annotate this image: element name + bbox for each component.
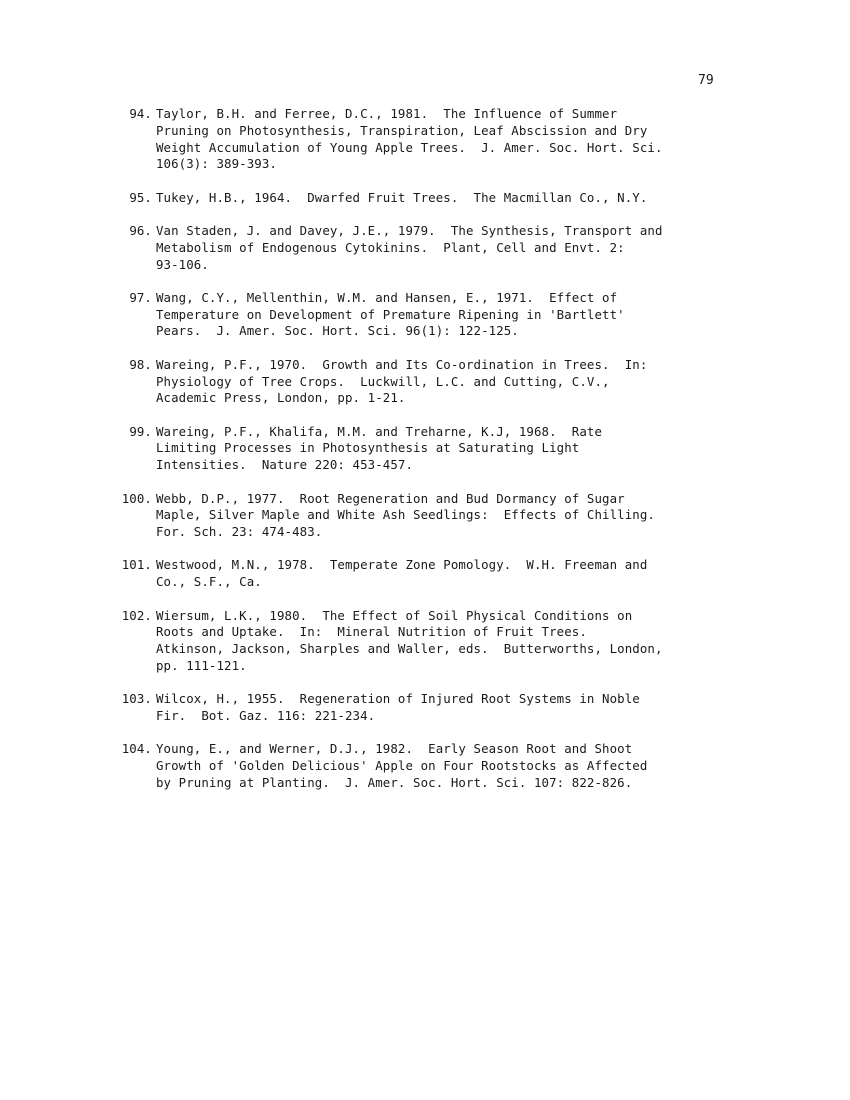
reference-line: Wilcox, H., 1955. Regeneration of Injured Root Systems in Noble [156, 691, 640, 707]
reference-line: Wang, C.Y., Mellenthin, W.M. and Hansen, E., 1971. Effect of [156, 289, 618, 305]
reference-line: Wareing, P.F., Khalifa, M.M. and Treharne, K.J, 1968. Rate [156, 423, 603, 439]
reference-line: Young, E., and Werner, D.J., 1982. Early Season Root and Shoot [156, 741, 633, 757]
reference-number: 97. [129, 289, 152, 305]
reference-line: Academic Press, London, pp. 1-21. [156, 390, 406, 406]
reference-number: 95. [129, 189, 152, 205]
reference-line: Metabolism of Endogenous Cytokinins. Plant, Cell and Envt. 2: [156, 239, 625, 255]
reference-number: 104. [121, 741, 152, 757]
reference-entry [112, 557, 732, 591]
reference-number: 103. [121, 691, 152, 707]
reference-line: Fir. Bot. Gaz. 116: 221-234. [156, 708, 376, 724]
reference-line: Pears. J. Amer. Soc. Hort. Sci. 96(1): 122-125. [156, 323, 519, 339]
reference-entry [112, 608, 732, 675]
reference-list [112, 106, 732, 808]
reference-line: Growth of 'Golden Delicious' Apple on Four Rootstocks as Affected [156, 758, 648, 774]
reference-entry [112, 106, 732, 173]
reference-line: Wiersum, L.K., 1980. The Effect of Soil Physical Conditions on [156, 607, 633, 623]
reference-line: Co., S.F., Ca. [156, 574, 262, 590]
reference-line: 93-106. [156, 256, 209, 272]
reference-line: Van Staden, J. and Davey, J.E., 1979. The Synthesis, Transport and [156, 222, 663, 238]
reference-number: 102. [121, 607, 152, 623]
reference-number: 100. [121, 490, 152, 506]
reference-entry [112, 741, 732, 791]
reference-line: Physiology of Tree Crops. Luckwill, L.C. and Cutting, C.V., [156, 373, 610, 389]
reference-line: Weight Accumulation of Young Apple Trees. J. Amer. Soc. Hort. Sci. [156, 139, 663, 155]
page-number: 79 [698, 73, 714, 88]
reference-entry [112, 424, 732, 474]
reference-line: For. Sch. 23: 474-483. [156, 524, 323, 540]
reference-line: Maple, Silver Maple and White Ash Seedlings: Effects of Chilling. [156, 507, 655, 523]
reference-line: Intensities. Nature 220: 453-457. [156, 457, 414, 473]
reference-entry [112, 691, 732, 725]
reference-number: 99. [129, 423, 152, 439]
reference-entry [112, 223, 732, 273]
reference-number: 94. [129, 106, 152, 121]
reference-entry [112, 190, 732, 207]
reference-line: by Pruning at Planting. J. Amer. Soc. Hort. Sci. 107: 822-826. [156, 774, 633, 790]
reference-line: pp. 111-121. [156, 657, 247, 673]
reference-line: Pruning on Photosynthesis, Transpiration, Leaf Abscission and Dry [156, 122, 648, 138]
reference-line: Atkinson, Jackson, Sharples and Waller, eds. Butterworths, London, [156, 641, 663, 657]
reference-line: Roots and Uptake. In: Mineral Nutrition of Fruit Trees. [156, 624, 587, 640]
reference-entry [112, 491, 732, 541]
reference-line: Webb, D.P., 1977. Root Regeneration and Bud Dormancy of Sugar [156, 490, 625, 506]
reference-line: 106(3): 389-393. [156, 156, 277, 172]
reference-number: 98. [129, 356, 152, 372]
reference-line: Wareing, P.F., 1970. Growth and Its Co-ordination in Trees. In: [156, 356, 648, 372]
reference-line: Taylor, B.H. and Ferree, D.C., 1981. The Influence of Summer [156, 106, 618, 121]
reference-line: Westwood, M.N., 1978. Temperate Zone Pomology. W.H. Freeman and [156, 557, 648, 573]
reference-line: Limiting Processes in Photosynthesis at Saturating Light [156, 440, 580, 456]
reference-line: Temperature on Development of Premature Ripening in 'Bartlett' [156, 306, 625, 322]
reference-number: 101. [121, 557, 152, 573]
reference-number: 96. [129, 222, 152, 238]
reference-entry [112, 357, 732, 407]
reference-line: Tukey, H.B., 1964. Dwarfed Fruit Trees. The Macmillan Co., N.Y. [156, 189, 648, 205]
reference-entry [112, 290, 732, 340]
